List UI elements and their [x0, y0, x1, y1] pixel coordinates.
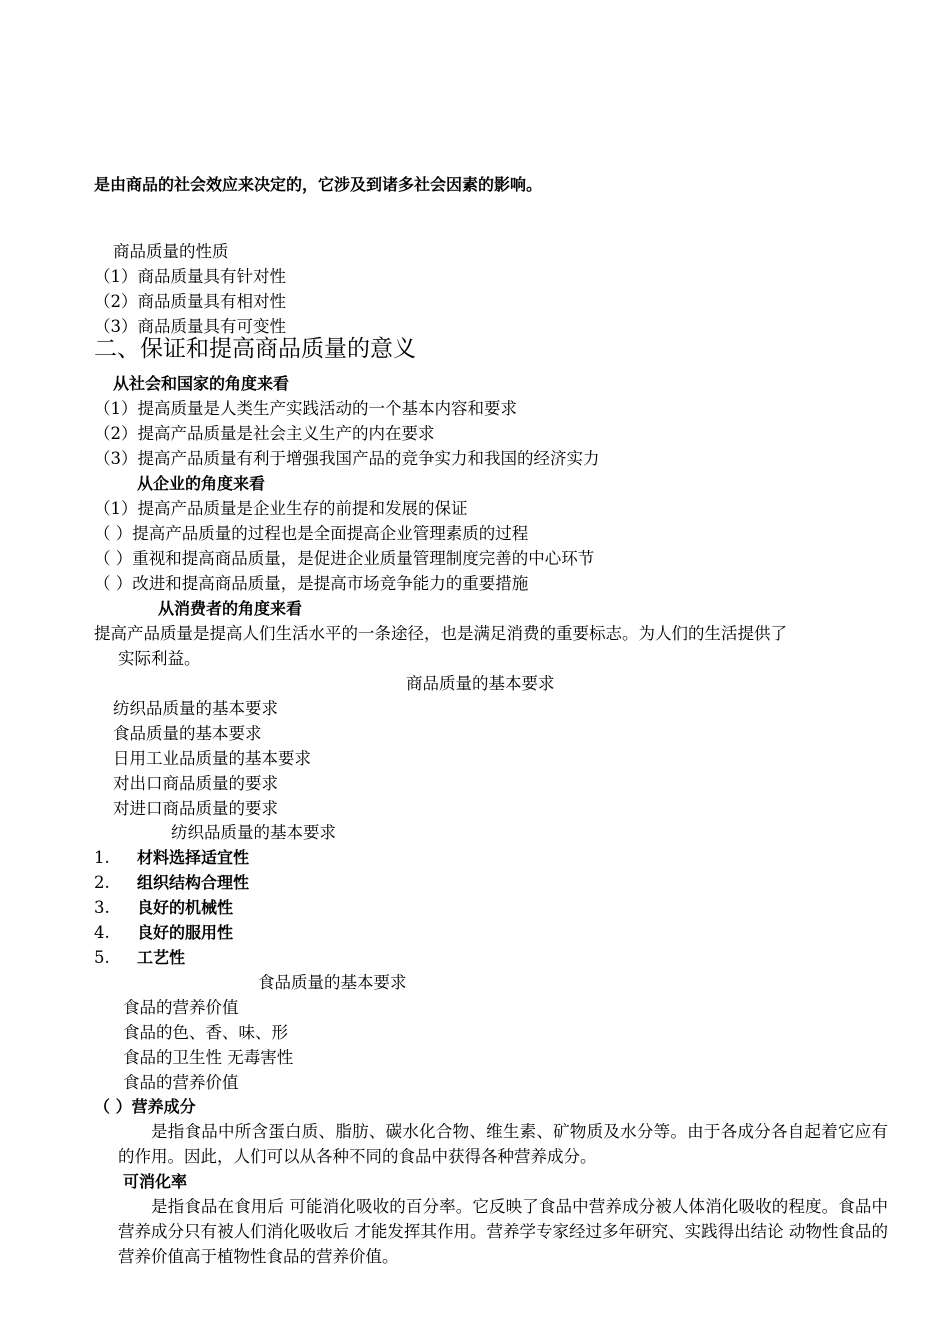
textile-item-num: 2.	[94, 873, 110, 892]
textile-item: 材料选择适宜性	[137, 848, 250, 867]
society-title: 从社会和国家的角度来看	[113, 374, 290, 393]
food-item: 食品的营养价值	[123, 1073, 239, 1092]
food-item: 食品的卫生性 无毒害性	[123, 1048, 294, 1067]
textile-item-num: 1.	[94, 848, 110, 867]
section-heading: 二、保证和提高商品质量的意义	[94, 336, 416, 362]
society-item: （2）提高产品质量是社会主义生产的内在要求	[94, 424, 435, 443]
food-item: 食品的营养价值	[123, 998, 239, 1017]
textile-item-num: 4.	[94, 923, 110, 942]
consumer-title: 从消费者的角度来看	[158, 599, 303, 618]
food-item: 食品的色、香、味、形	[123, 1023, 288, 1042]
textile-title: 纺织品质量的基本要求	[171, 823, 336, 842]
nature-item: （1）商品质量具有针对性	[94, 267, 286, 286]
society-item: （1）提高质量是人类生产实践活动的一个基本内容和要求	[94, 399, 517, 418]
intro-line: 是由商品的社会效应来决定的，它涉及到诸多社会因素的影响。	[94, 175, 543, 194]
textile-item: 工艺性	[137, 948, 186, 967]
consumer-text: 提高产品质量是提高人们生活水平的一条途径，也是满足消费的重要标志。为人们的生活提供了	[94, 624, 787, 643]
requirements-title: 商品质量的基本要求	[406, 674, 555, 693]
food-title: 食品质量的基本要求	[258, 973, 407, 992]
enterprise-item: （ ）提高产品质量的过程也是全面提高企业管理素质的过程	[94, 524, 529, 543]
enterprise-title: 从企业的角度来看	[137, 474, 266, 493]
society-item: （3）提高产品质量有利于增强我国产品的竞争实力和我国的经济实力	[94, 449, 600, 468]
requirements-item: 对进口商品质量的要求	[113, 799, 278, 818]
textile-item: 良好的机械性	[137, 898, 234, 917]
textile-item-num: 5.	[94, 948, 110, 967]
textile-item: 组织结构合理性	[137, 873, 250, 892]
nature-title: 商品质量的性质	[113, 242, 229, 261]
requirements-item: 纺织品质量的基本要求	[113, 699, 278, 718]
nutrients-paragraph: 是指食品中所含蛋白质、脂肪、碳水化合物、维生素、矿物质及水分等。由于各成分各自起着它应有的作用。因此，人们可以从各种不同的食品中获得各种营养成分。	[118, 1122, 888, 1166]
consumer-text-cont: 实际利益。	[118, 649, 201, 668]
enterprise-item: （ ）改进和提高商品质量，是提高市场竞争能力的重要措施	[94, 574, 529, 593]
textile-item-num: 3.	[94, 898, 110, 917]
requirements-item: 对出口商品质量的要求	[113, 774, 278, 793]
requirements-item: 食品质量的基本要求	[113, 724, 262, 743]
textile-item: 良好的服用性	[137, 923, 234, 942]
nature-item: （3）商品质量具有可变性	[94, 317, 286, 336]
nature-item: （2）商品质量具有相对性	[94, 292, 286, 311]
digestibility-title: 可消化率	[123, 1172, 188, 1191]
enterprise-item: （1）提高产品质量是企业生存的前提和发展的保证	[94, 499, 468, 518]
requirements-item: 日用工业品质量的基本要求	[113, 749, 311, 768]
enterprise-item: （ ）重视和提高商品质量，是促进企业质量管理制度完善的中心环节	[94, 549, 595, 568]
digestibility-paragraph: 是指食品在食用后 可能消化吸收的百分率。它反映了食品中营养成分被人体消化吸收的程度。食品中营养成分只有被人们消化吸收后 才能发挥其作用。营养学专家经过多年研究、实践得出结论 动物性食品的营养价值高于植物性食品的营养价值。	[118, 1197, 888, 1266]
nutrients-title: （ ）营养成分	[94, 1097, 196, 1116]
